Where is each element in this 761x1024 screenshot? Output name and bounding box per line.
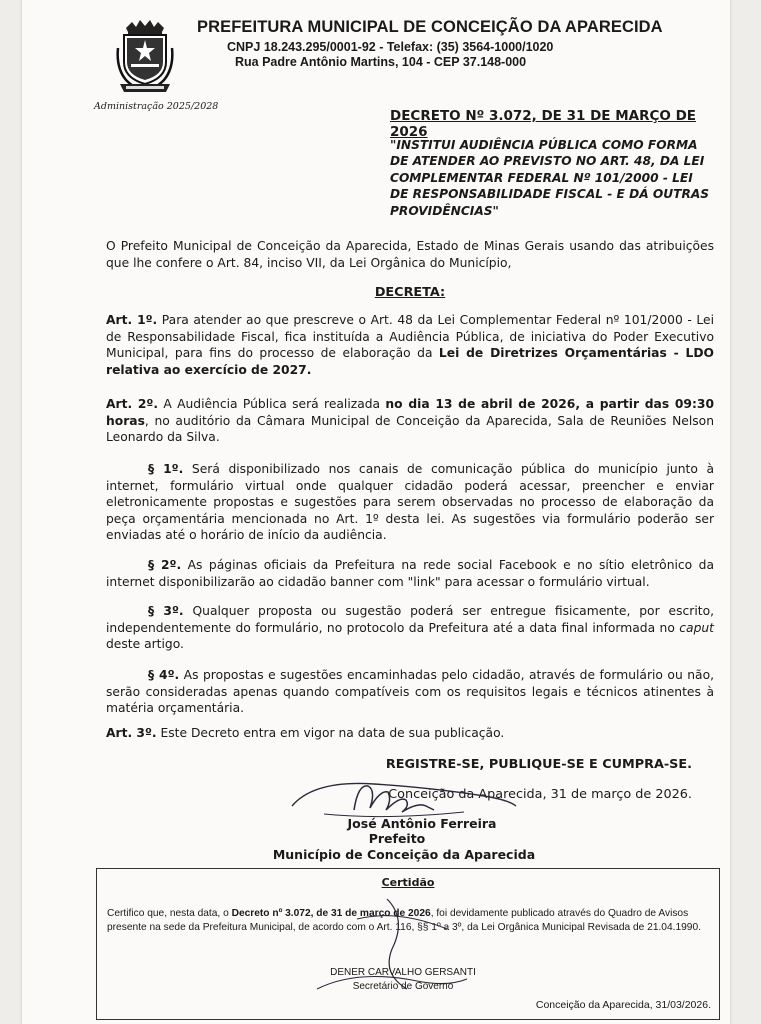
certidao-date: Conceição da Aparecida, 31/03/2026.: [535, 999, 711, 1011]
article-2-label: Art. 2º.: [106, 397, 158, 411]
header-title: PREFEITURA MUNICIPAL DE CONCEIÇÃO DA APARECIDA: [197, 18, 663, 36]
administration-label: Administração 2025/2028: [94, 101, 219, 112]
header-contact: CNPJ 18.243.295/0001-92 - Telefax: (35) 3564-1000/1020: [227, 40, 554, 54]
paragraph-2: [106, 557, 714, 590]
article-2-text-1: A Audiência Pública será realizada: [158, 397, 386, 411]
article-2-bold: no dia 13 de abril de 2026, a partir das 09:30 horas: [106, 397, 715, 428]
paragraph-4: [106, 667, 714, 717]
paragraph-3-label: § 3º.: [148, 604, 184, 618]
paragraph-3: [106, 603, 714, 653]
paragraph-4-text: As propostas e sugestões encaminhadas pelo cidadão, através de formulário ou não, serão consideradas apenas quando compatíveis com os requisitos legais e técnicos atinentes à matéria orçamentária.: [106, 668, 715, 715]
article-3-text: Este Decreto entra em vigor na data de sua publicação.: [156, 726, 505, 740]
paragraph-2-text: As páginas oficiais da Prefeitura na rede social Facebook e no sítio eletrônico da internet disponibilizarão ao cidadão banner com "link" para acessar o formulário virtual.: [106, 558, 715, 589]
article-1: [106, 312, 714, 378]
closing-formula: REGISTRE-SE, PUBLIQUE-SE E CUMPRA-SE.: [385, 757, 692, 772]
article-1-bold: Lei de Diretrizes Orçamentárias - LDO relativa ao exercício de 2027.: [106, 346, 714, 377]
mayor-name: José Antônio Ferreira: [347, 816, 497, 831]
certidao-text-2: , foi devidamente publicado através do Quadro de Avisos presente na sede da Prefeitura Municipal, de acordo com o Art. 116, §§ 1º a 3º, da Lei Orgânica Municipal Revisada de 21.04.1990.: [107, 908, 701, 933]
paragraph-1-text: Será disponibilizado nos canais de comunicação pública do município junto à internet, formulário virtual onde qualquer cidadão poderá acessar, preencher e enviar eletronicamente propostas e sugestões para serem observadas no processo de elaboração da peça orçamentária mencionada no Art. 1º desta lei. As sugestões via formulário poderão ser enviadas até o horário de início da audiência.: [106, 462, 714, 542]
paragraph-4-label: § 4º.: [148, 668, 180, 682]
article-3-label: Art. 3º.: [106, 726, 157, 740]
certidao-bold: Decreto nº 3.072, de 31 de março de 2026: [231, 908, 431, 919]
paragraph-3-tail: deste artigo.: [106, 637, 184, 651]
article-2: [106, 396, 714, 446]
secretary-name: DENER CARVALHO GERSANTI: [330, 967, 476, 978]
article-1-label: Art. 1º.: [106, 313, 158, 327]
header-address: Rua Padre Antônio Martins, 104 - CEP 37.148-000: [235, 55, 527, 69]
decree-ementa: "INSTITUI AUDIÊNCIA PÚBLICA COMO FORMA DE ATENDER AO PREVISTO NO ART. 48, DA LEI COMPLEMENTAR FEDERAL Nº 101/2000 - LEI DE RESPONSABILIDADE FISCAL - E DÁ OUTRAS PROVIDÊNCIAS": [390, 138, 710, 218]
certidao-text-1: Certifico que, nesta data, o: [107, 908, 232, 919]
decreta-heading: DECRETA:: [374, 285, 446, 300]
mayor-entity: Município de Conceição da Aparecida: [272, 847, 536, 862]
paragraph-2-label: § 2º.: [148, 558, 182, 572]
paragraph-3-italic: caput: [679, 620, 714, 635]
secretary-role: Secretário de Governo: [352, 981, 454, 992]
paragraph-1-label: § 1º.: [148, 462, 184, 476]
paragraph-1: [106, 461, 714, 544]
preamble: O Prefeito Municipal de Conceição da Aparecida, Estado de Minas Gerais usando das atribuições que lhe confere o Art. 84, inciso VII, da Lei Orgânica do Município,: [106, 239, 714, 270]
article-3: [106, 725, 714, 742]
certidao-box: [96, 868, 720, 1020]
coat-of-arms-icon: [114, 18, 176, 94]
paragraph-3-text: Qualquer proposta ou sugestão poderá ser entregue fisicamente, por escrito, independentemente do formulário, no protocolo da Prefeitura até a data final informada no: [106, 604, 714, 635]
decree-title: DECRETO Nº 3.072, DE 31 DE MARÇO DE 2026: [390, 108, 697, 140]
mayor-role: Prefeito: [368, 831, 426, 846]
place-date: Conceição da Aparecida, 31 de março de 2026.: [388, 787, 692, 802]
certidao-title: Certidão: [381, 876, 435, 889]
article-2-text-2: , no auditório da Câmara Municipal de Conceição da Aparecida, Sala de Reuniões Nelson Leonardo da Silva.: [106, 413, 714, 444]
article-1-text: Para atender ao que prescreve o Art. 48 da Lei Complementar Federal nº 101/2000 - Lei de Responsabilidade Fiscal, fica instituída a Audiência Pública, de iniciativa do Poder Executivo Municipal, para fins do processo de elaboração da: [106, 313, 714, 360]
document-page: [22, 0, 730, 1024]
